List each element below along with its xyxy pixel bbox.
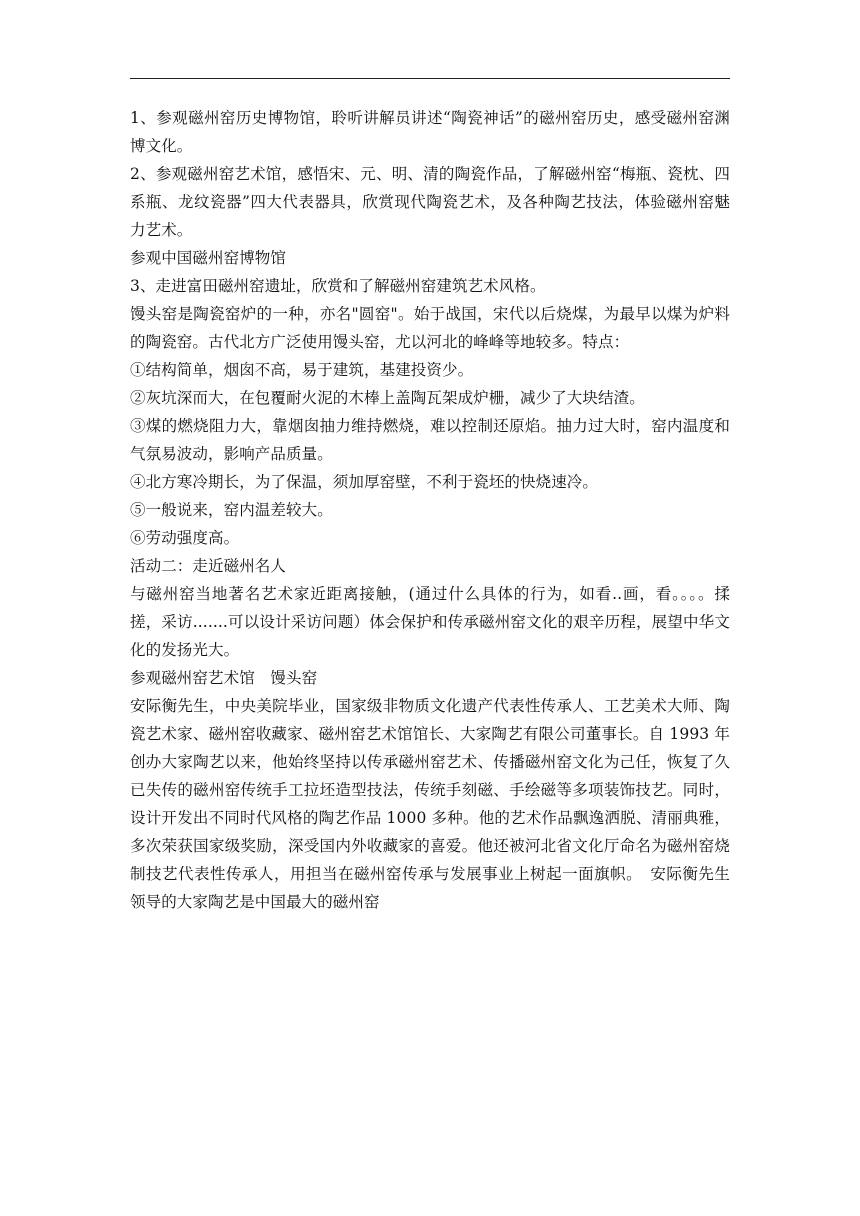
paragraph-art-gallery-visit: 2、参观磁州窑艺术馆，感悟宋、元、明、清的陶瓷作品，了解磁州窑“梅瓶、瓷枕、四系瓶、龙纹瓷器”四大代表器具，欣赏现代陶瓷艺术，及各种陶艺技法，体验磁州窑魅力艺术。 (130, 165, 730, 239)
paragraph-feature-3: ③煤的燃烧阻力大，靠烟囱抽力维持燃烧，难以控制还原焰。抽力过大时，窑内温度和气氛易波动，影响产品质量。 (130, 417, 730, 463)
paragraph-feature-2: ②灰坑深而大，在包覆耐火泥的木棒上盖陶瓦架成炉栅，减少了大块结渣。 (130, 389, 645, 407)
paragraph-mantou-kiln: 馒头窑是陶瓷窑炉的一种，亦名"圆窑"。始于战国，宋代以后烧煤，为最早以煤为炉料的陶瓷窑。古代北方广泛使用馒头窑，尤以河北的峰峰等地较多。特点： (130, 305, 730, 351)
document-body (130, 104, 730, 916)
paragraph-feature-4: ④北方寒冷期长，为了保温，须加厚窑壁，不利于瓷坯的快烧速冷。 (130, 473, 599, 491)
paragraph-futian-site: 3、走进富田磁州窑遗址，欣赏和了解磁州窑建筑艺术风格。 (130, 277, 546, 295)
header-rule (130, 78, 730, 79)
paragraph-activity-two-body: 与磁州窑当地著名艺术家近距离接触，(通过什么具体的行为，如看..画，看。。。。揉搓，采访.......可以设计采访问题）体会保护和传承磁州窑文化的艰辛历程，展望中华文化的发扬光大。 (130, 585, 730, 659)
paragraph-china-museum: 参观中国磁州窑博物馆 (130, 249, 287, 267)
paragraph-museum-visit: 1、参观磁州窑历史博物馆，聆听讲解员讲述“陶瓷神话”的磁州窑历史，感受磁州窑渊博文化。 (130, 109, 730, 155)
paragraph-feature-1: ①结构简单，烟囱不高，易于建筑，基建投资少。 (130, 361, 474, 379)
paragraph-feature-5: ⑤一般说来，窑内温差较大。 (130, 501, 333, 519)
paragraph-activity-two-heading: 活动二：走近磁州名人 (130, 557, 287, 575)
paragraph-feature-6: ⑥劳动强度高。 (130, 529, 240, 547)
paragraph-gallery-caption: 参观磁州窑艺术馆 馒头窑 (130, 669, 318, 687)
paragraph-an-jiheng-bio: 安际衡先生，中央美院毕业，国家级非物质文化遗产代表性传承人、工艺美术大师、陶瓷艺术家、磁州窑收藏家、磁州窑艺术馆馆长、大家陶艺有限公司董事长。自 1993 年创办大家陶艺以来，他始终坚持以传承磁州窑艺术、传播磁州窑文化为己任，恢复了久已失传的磁州窑传统手工拉坯造型技法，传统手刻磁、手绘磁等多项装饰技艺。同时，设计开发出不同时代风格的陶艺作品 1000 多种。他的艺术作品飘逸洒脱、清丽典雅，多次荣获国家级奖励，深受国内外收藏家的喜爱。他还被河北省文化厅命名为磁州窑烧制技艺代表性传承人，用担当在磁州窑传承与发展事业上树起一面旗帜。 安际衡先生领导的大家陶艺是中国最大的磁州窑 (130, 697, 730, 911)
